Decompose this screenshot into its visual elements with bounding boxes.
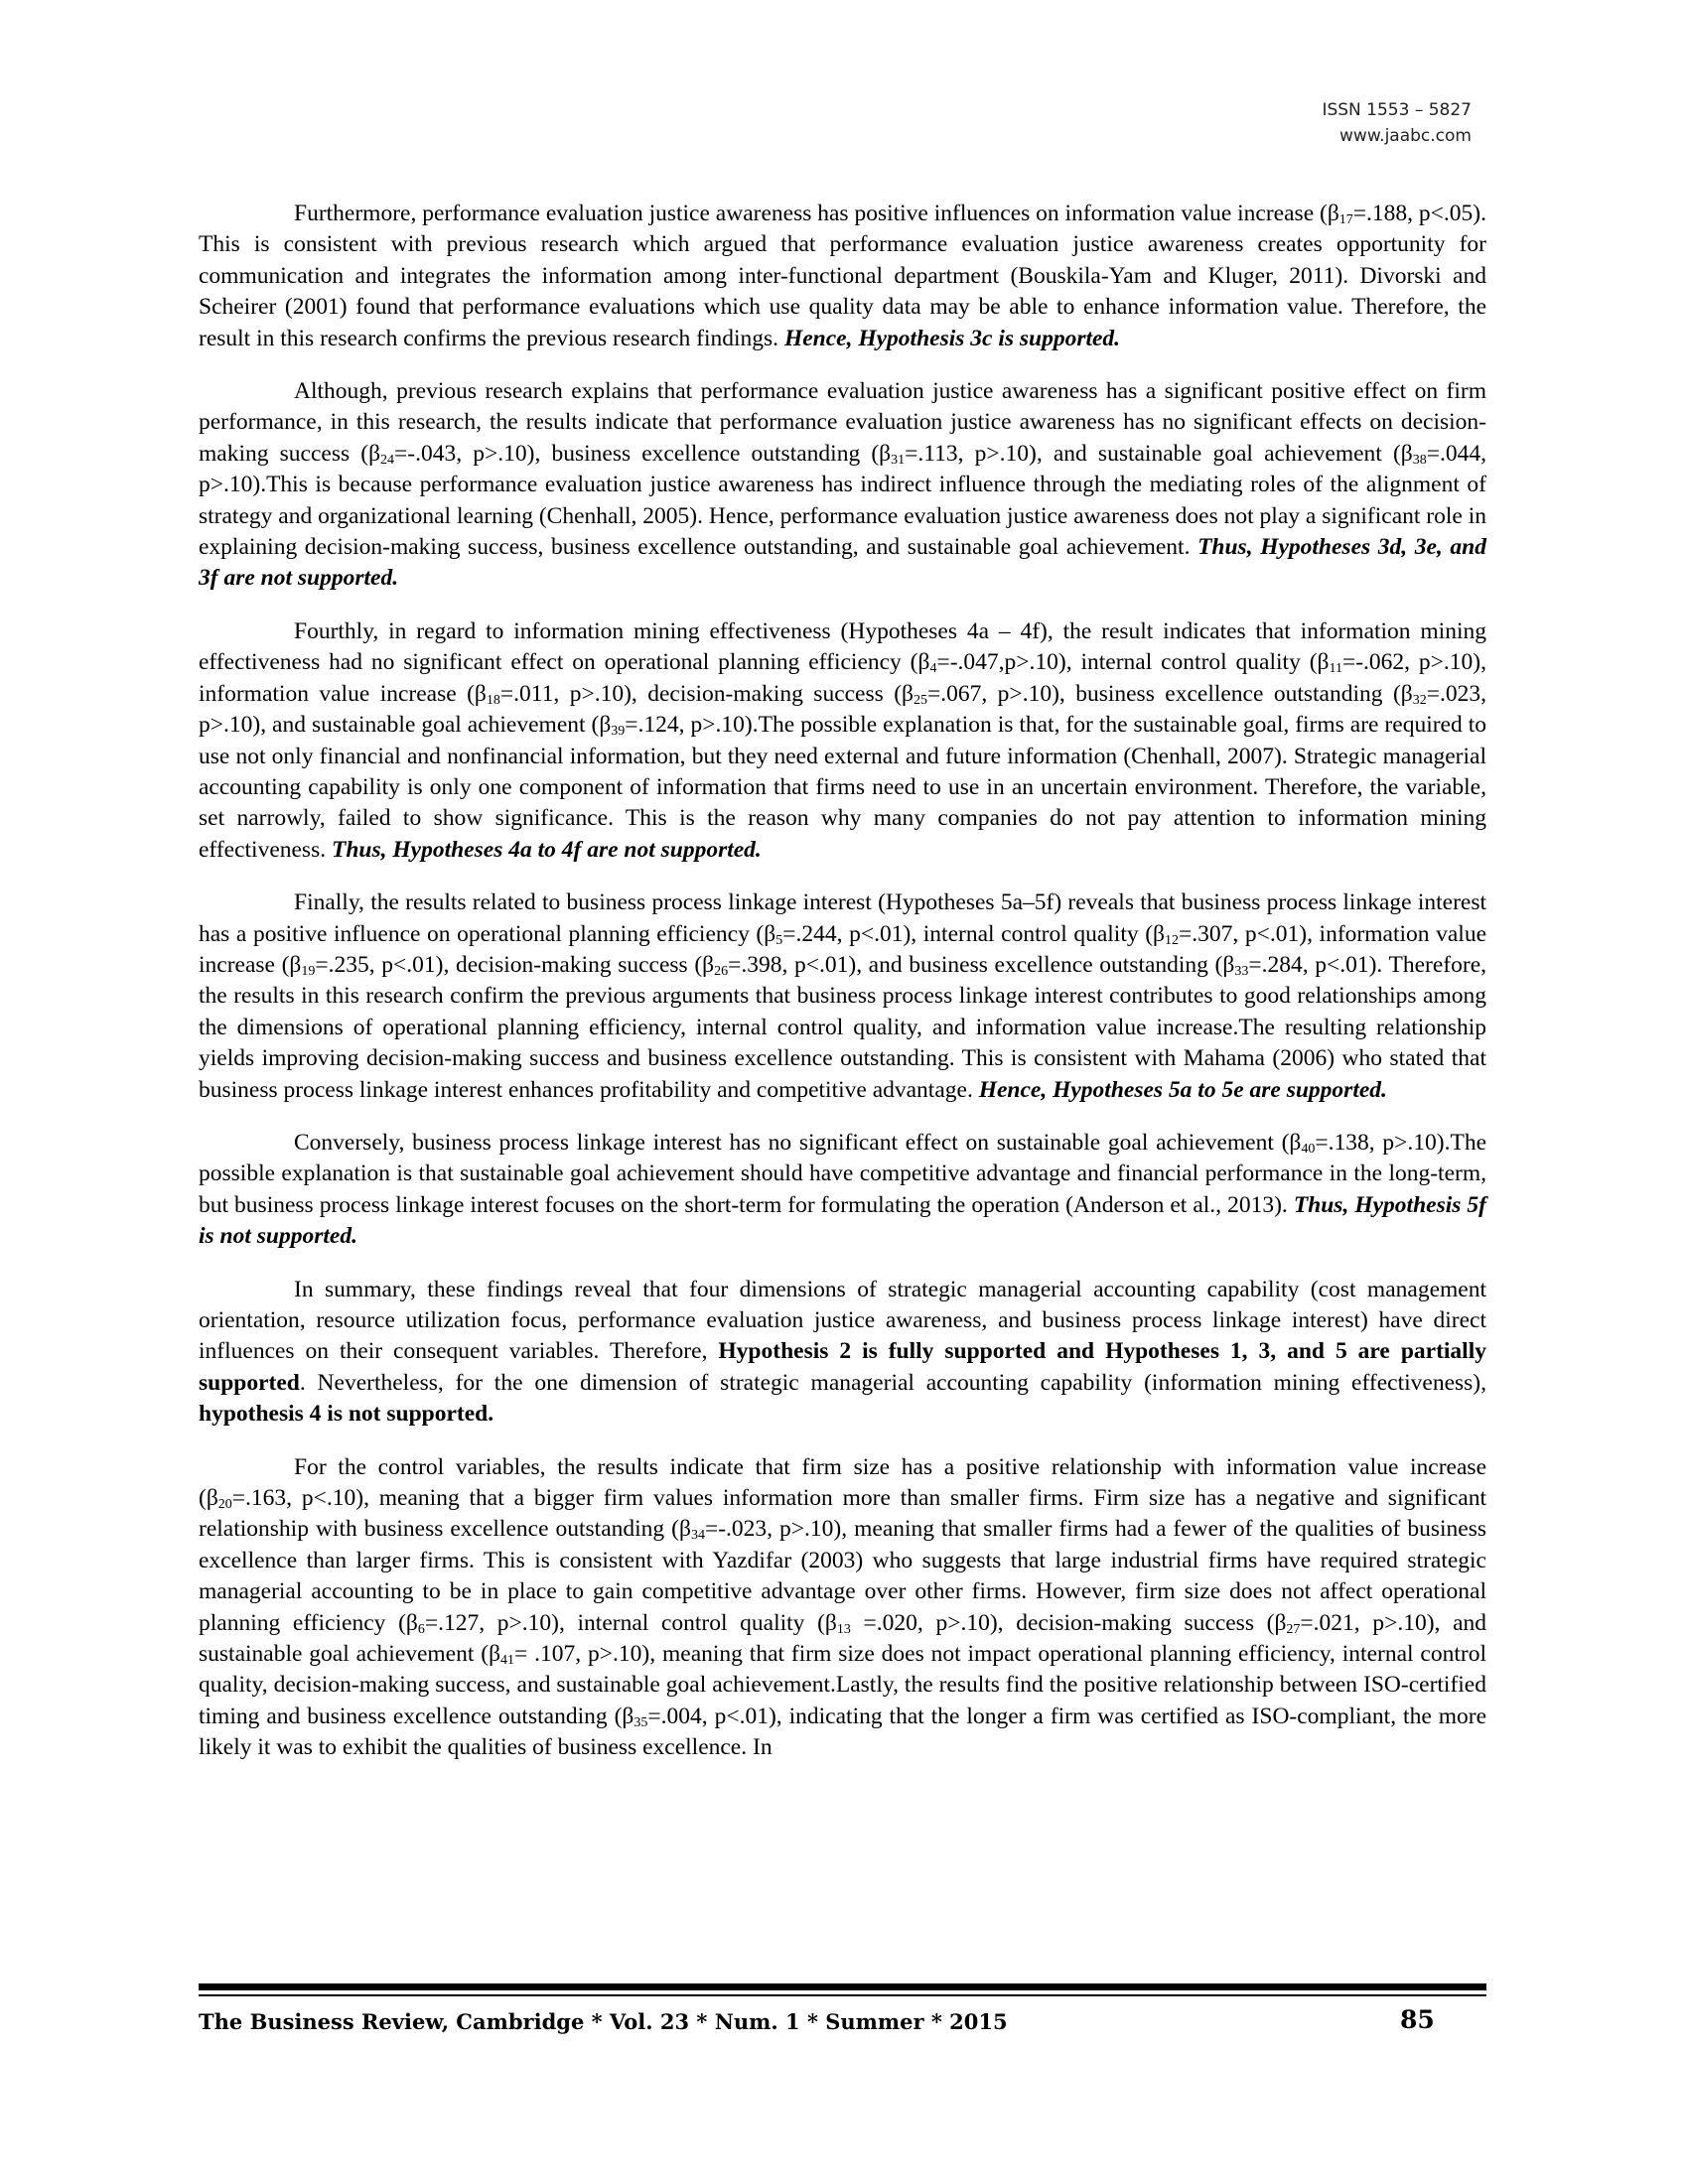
text-run: = .107, p>.10), meaning that firm size does not impact operational planning efficiency, internal control quality, decision-making success, and sustainable goal achievement.Lastly, the results find the positive relationship between ISO-certified timing and business excellence outstanding (β — [199, 1641, 1486, 1729]
text-run: Although, previous research explains that performance evaluation justice awareness has a significant positive effect on firm performance, in this research, the results indicate that performance evaluation justice awareness has no significant effects on decision-making success (β — [199, 378, 1486, 467]
subscript: 39 — [611, 724, 626, 740]
text-run: =.044, p>.10).This is because performance evaluation justice awareness has indirect influence through the mediating roles of the alignment of strategy and organizational learning (Chenhall, 2005). Hence, performance evaluation justice awareness does not play a significant role in explaining decision-making success, business excellence outstanding, and sustainable goal achievement. — [199, 440, 1487, 561]
text-run: Furthermore, performance evaluation justice awareness has positive influences on information value increase (β — [294, 201, 1339, 226]
text-run: =.235, p<.01), decision-making success (β — [315, 951, 715, 978]
subscript: 32 — [1412, 692, 1427, 708]
text-run: =-.023, p>.10), meaning that smaller firms had a fewer of the qualities of business excellence than larger firms. This is consistent with Yazdifar (2003) who suggests that large industrial firms have required strategic managerial accounting to be in place to gain competitive advantage over other firms. However, firm size does not affect operational planning efficiency (β — [199, 1516, 1486, 1636]
subscript: 18 — [486, 692, 500, 708]
text-run: =.163, p<.10), meaning that a bigger firm values information more than smaller firms. Firm size has a negative and significant relationship with business excellence outstanding (β — [199, 1485, 1486, 1543]
text-run: =.127, p>.10), internal control quality (β — [424, 1609, 837, 1636]
text-run: =.113, p>.10), and sustainable goal achievement (β — [905, 440, 1413, 467]
text-run: =.021, p>.10), and sustainable goal achievement (β — [199, 1609, 1487, 1668]
emphasis-text: Thus, Hypotheses 3d, 3e, and 3f are not supported. — [199, 534, 1486, 592]
subscript: 6 — [417, 1621, 425, 1637]
body-text — [199, 199, 1486, 1764]
text-run: =.020, p>.10), decision-making success (β — [850, 1609, 1287, 1636]
text-run: =.244, p<.01), internal control quality (β — [782, 920, 1165, 947]
subscript: 34 — [690, 1528, 705, 1544]
paragraph — [199, 616, 1486, 866]
text-run: =.188, p<.05). This is consistent with previous research which argued that performance evaluation justice awareness creates opportunity for communication and integrates the information among inter-functional department (Bouskila-Yam and Kluger, 2011). Divorski and Scheirer (2001) found that performance evaluations which use quality data may be able to enhance information value. Therefore, the result in this research confirms the previous research findings. — [199, 201, 1486, 351]
subscript: 27 — [1286, 1621, 1301, 1637]
footer-rule-thin — [199, 1994, 1486, 1996]
text-run: =.004, p<.01), indicating that the longer a firm was certified as ISO-compliant, the more likely it was to exhibit the qualities of business excellence. In — [199, 1703, 1487, 1761]
header-issn-block — [1322, 97, 1472, 149]
paragraph — [199, 1275, 1486, 1431]
text-run: =.307, p<.01), information value increase (β — [199, 920, 1487, 978]
emphasis-text: Hypothesis 2 is fully supported and Hypotheses 1, 3, and 5 are partially supported — [199, 1338, 1486, 1396]
subscript: 4 — [929, 661, 937, 677]
text-run: =-.047,p>.10), internal control quality (β — [936, 649, 1330, 676]
text-run: =.398, p<.01), and business excellence outstanding (β — [728, 951, 1235, 978]
subscript: 17 — [1338, 212, 1353, 227]
paragraph — [199, 376, 1486, 595]
text-run: =.067, p>.10), business excellence outstanding (β — [927, 680, 1413, 707]
text-run: =-.062, p>.10), information value increase (β — [199, 649, 1486, 707]
text-run: Finally, the results related to business process linkage interest (Hypotheses 5a–5f) reveals that business process linkage interest has a positive influence on operational planning efficiency (β — [199, 889, 1486, 947]
text-run: . Nevertheless, for the one dimension of strategic managerial accounting capability (information mining effectiveness), — [299, 1369, 1486, 1396]
subscript: 31 — [891, 452, 906, 468]
subscript: 19 — [301, 963, 316, 979]
issn-text: ISSN 1553 – 5827 — [1322, 100, 1472, 120]
subscript: 33 — [1234, 963, 1249, 979]
subscript: 26 — [714, 963, 729, 979]
emphasis-text: Thus, Hypothesis 5f is not supported. — [199, 1191, 1487, 1250]
paragraph — [199, 1452, 1486, 1764]
subscript: 41 — [500, 1653, 515, 1669]
paragraph — [199, 199, 1486, 354]
emphasis-text: Hence, Hypotheses 5a to 5e are supported. — [978, 1076, 1387, 1103]
footer-journal-citation: The Business Review, Cambridge * Vol. 23 * Num. 1 * Summer * 2015 — [199, 2009, 1008, 2034]
emphasis-text: Thus, Hypotheses 4a to 4f are not supported. — [331, 836, 762, 863]
text-run: For the control variables, the results indicate that firm size has a positive relationship with information value increase (β — [199, 1453, 1486, 1512]
emphasis-text: Hence, Hypothesis 3c is supported. — [783, 325, 1121, 351]
emphasis-text: hypothesis 4 is not supported. — [199, 1401, 494, 1428]
subscript: 12 — [1165, 932, 1179, 948]
text-run: Fourthly, in regard to information mining effectiveness (Hypotheses 4a – 4f), the result indicates that information mining effectiveness had no significant effect on operational planning efficiency (β — [199, 617, 1486, 676]
subscript: 11 — [1329, 661, 1342, 677]
text-run: =.138, p>.10).The possible explanation is that sustainable goal achievement should have competitive advantage and financial performance in the long-term, but business process linkage interest focuses on the short-term for formulating the operation (Anderson et al., 2013). — [199, 1129, 1486, 1218]
paragraph — [199, 1128, 1486, 1253]
footer-rule-thick — [199, 1983, 1486, 1990]
text-run: Conversely, business process linkage interest has no significant effect on sustainable goal achievement (β — [294, 1129, 1302, 1156]
text-run: In summary, these findings reveal that four dimensions of strategic managerial accounting capability (cost management orientation, resource utilization focus, performance evaluation justice awareness, and business process linkage interest) have direct influences on their consequent variables. Therefore, — [199, 1276, 1486, 1365]
subscript: 38 — [1412, 452, 1427, 468]
subscript: 35 — [633, 1714, 648, 1730]
subscript: 13 — [836, 1621, 851, 1637]
subscript: 40 — [1301, 1141, 1316, 1157]
text-run: =.023, p>.10), and sustainable goal achievement (β — [199, 680, 1486, 739]
page-number: 85 — [1400, 2005, 1435, 2034]
journal-url: www.jaabc.com — [1339, 126, 1472, 146]
subscript: 24 — [380, 452, 395, 468]
text-run: =.284, p<.01). Therefore, the results in this research confirm the previous arguments that business process linkage interest contributes to good relationships among the dimensions of operational planning efficiency, internal control quality, and information value increase.The resulting relationship yields improving decision-making success and business excellence outstanding. This is consistent with Mahama (2006) who stated that business process linkage interest enhances profitability and competitive advantage. — [199, 951, 1486, 1103]
text-run: =.124, p>.10).The possible explanation is that, for the sustainable goal, firms are required to use not only financial and nonfinancial information, but they need external and future information (Chenhall, 2007). Strategic managerial accounting capability is only one component of information that firms need to use in an uncertain environment. Therefore, the variable, set narrowly, failed to show significance. This is the reason why many companies do not pay attention to information mining effectiveness. — [199, 712, 1486, 863]
text-run: =-.043, p>.10), business excellence outstanding (β — [394, 440, 892, 467]
text-run: =.011, p>.10), decision-making success (β — [499, 680, 914, 707]
subscript: 25 — [914, 692, 927, 708]
subscript: 20 — [217, 1497, 232, 1513]
subscript: 5 — [775, 932, 783, 948]
paragraph — [199, 887, 1486, 1106]
